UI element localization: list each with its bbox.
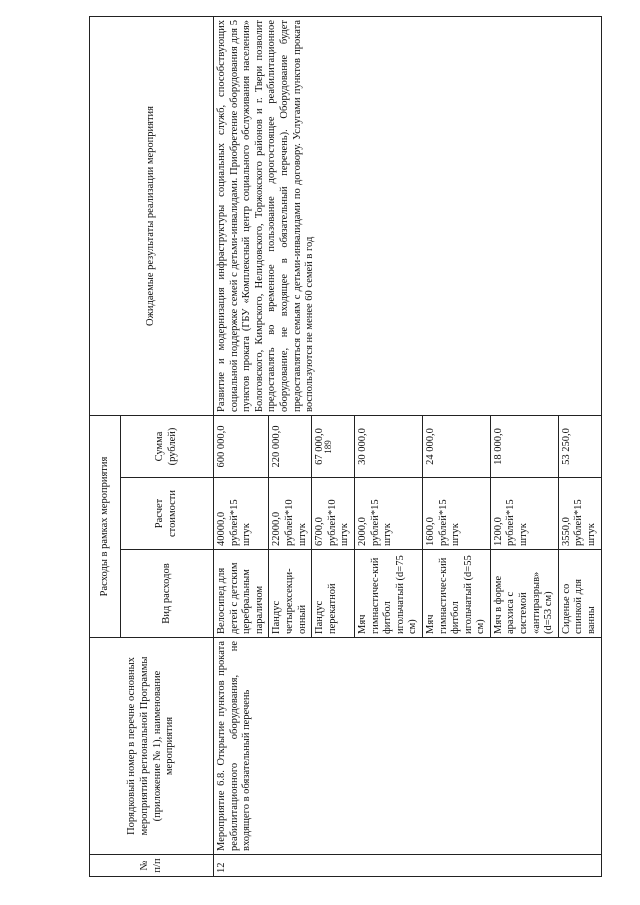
item-sum: 30 000,0 <box>354 416 422 478</box>
item-calc: 3550,0 рублей*15 штук <box>558 478 601 550</box>
item-type: Пандус перекатной <box>312 550 355 638</box>
item-sum: 220 000,0 <box>269 416 312 478</box>
page-number: 189 <box>323 440 333 454</box>
table-header-row <box>90 17 121 877</box>
item-type: Сиденье со спинкой для ванны <box>558 550 601 638</box>
item-calc: 1200,0 рублей*15 штук <box>490 478 558 550</box>
item-type: Велосипед для детей с детским церебральным параличом <box>214 550 269 638</box>
header-name: Порядковый номер в перечне основных мероприятий региональной Программы (приложение № 1), наименование мероприятия <box>90 638 214 855</box>
header-calc: Расчет стоимости <box>121 478 214 550</box>
item-type: Пандус четырехсекци-онный <box>269 550 312 638</box>
header-type: Вид расходов <box>121 550 214 638</box>
item-calc: 2000,0 рублей*15 штук <box>354 478 422 550</box>
header-num: № п/п <box>90 855 214 877</box>
item-type: Мяч в форме арахиса с системой «антиразрыв» (d=53 см) <box>490 550 558 638</box>
table-row <box>214 17 269 877</box>
item-sum: 24 000,0 <box>422 416 490 478</box>
header-sum: Сумма (рублей) <box>121 416 214 478</box>
item-calc: 6700,0 рублей*10 штук <box>312 478 355 550</box>
item-sum: 18 000,0 <box>490 416 558 478</box>
header-result: Ожидаемые результаты реализации мероприятия <box>90 17 214 416</box>
item-calc: 22000,0 рублей*10 штук <box>269 478 312 550</box>
header-expenses-group: Расходы в рамках мероприятия <box>90 416 121 638</box>
event-name: Мероприятие 6.8. Открытие пунктов проката реабилитационного оборудования, не входящего в обязательный перечень <box>214 638 602 855</box>
expected-result: Развитие и модернизация инфраструктуры социальных служб, способствующих социальной поддержке семей с детьми-инвалидами. Приобретение оборудования для 5 пунктов проката (ГБУ «Комплексный центр социального обслуживания населения» Бологовского, Кимрского, Нелидовского, Торжокского районов и г. Твери позволит предоставлять во временное пользование дорогостоящее реабилитационное оборудование, не входящее в обязательный перечень). Оборудование будет предоставляться семьям с детьми-инвалидами по договору. Услугами пунктов проката воспользуются не менее 60 семей в год <box>214 17 602 416</box>
rotated-table-container <box>89 17 609 877</box>
item-sum: 53 250,0 <box>558 416 601 478</box>
item-type: Мяч гимнастичес-кий фитбол игольчатый (d=75 см) <box>354 550 422 638</box>
item-sum: 67 000,0 <box>312 416 355 478</box>
item-type: Мяч гимнастичес-кий фитбол игольчатый (d=55 см) <box>422 550 490 638</box>
item-calc: 40000,0 рублей*15 штук <box>214 478 269 550</box>
row-num: 12 <box>214 855 602 877</box>
item-calc: 1600,0 рублей*15 штук <box>422 478 490 550</box>
item-sum: 600 000,0 <box>214 416 269 478</box>
expenses-table <box>89 16 602 877</box>
